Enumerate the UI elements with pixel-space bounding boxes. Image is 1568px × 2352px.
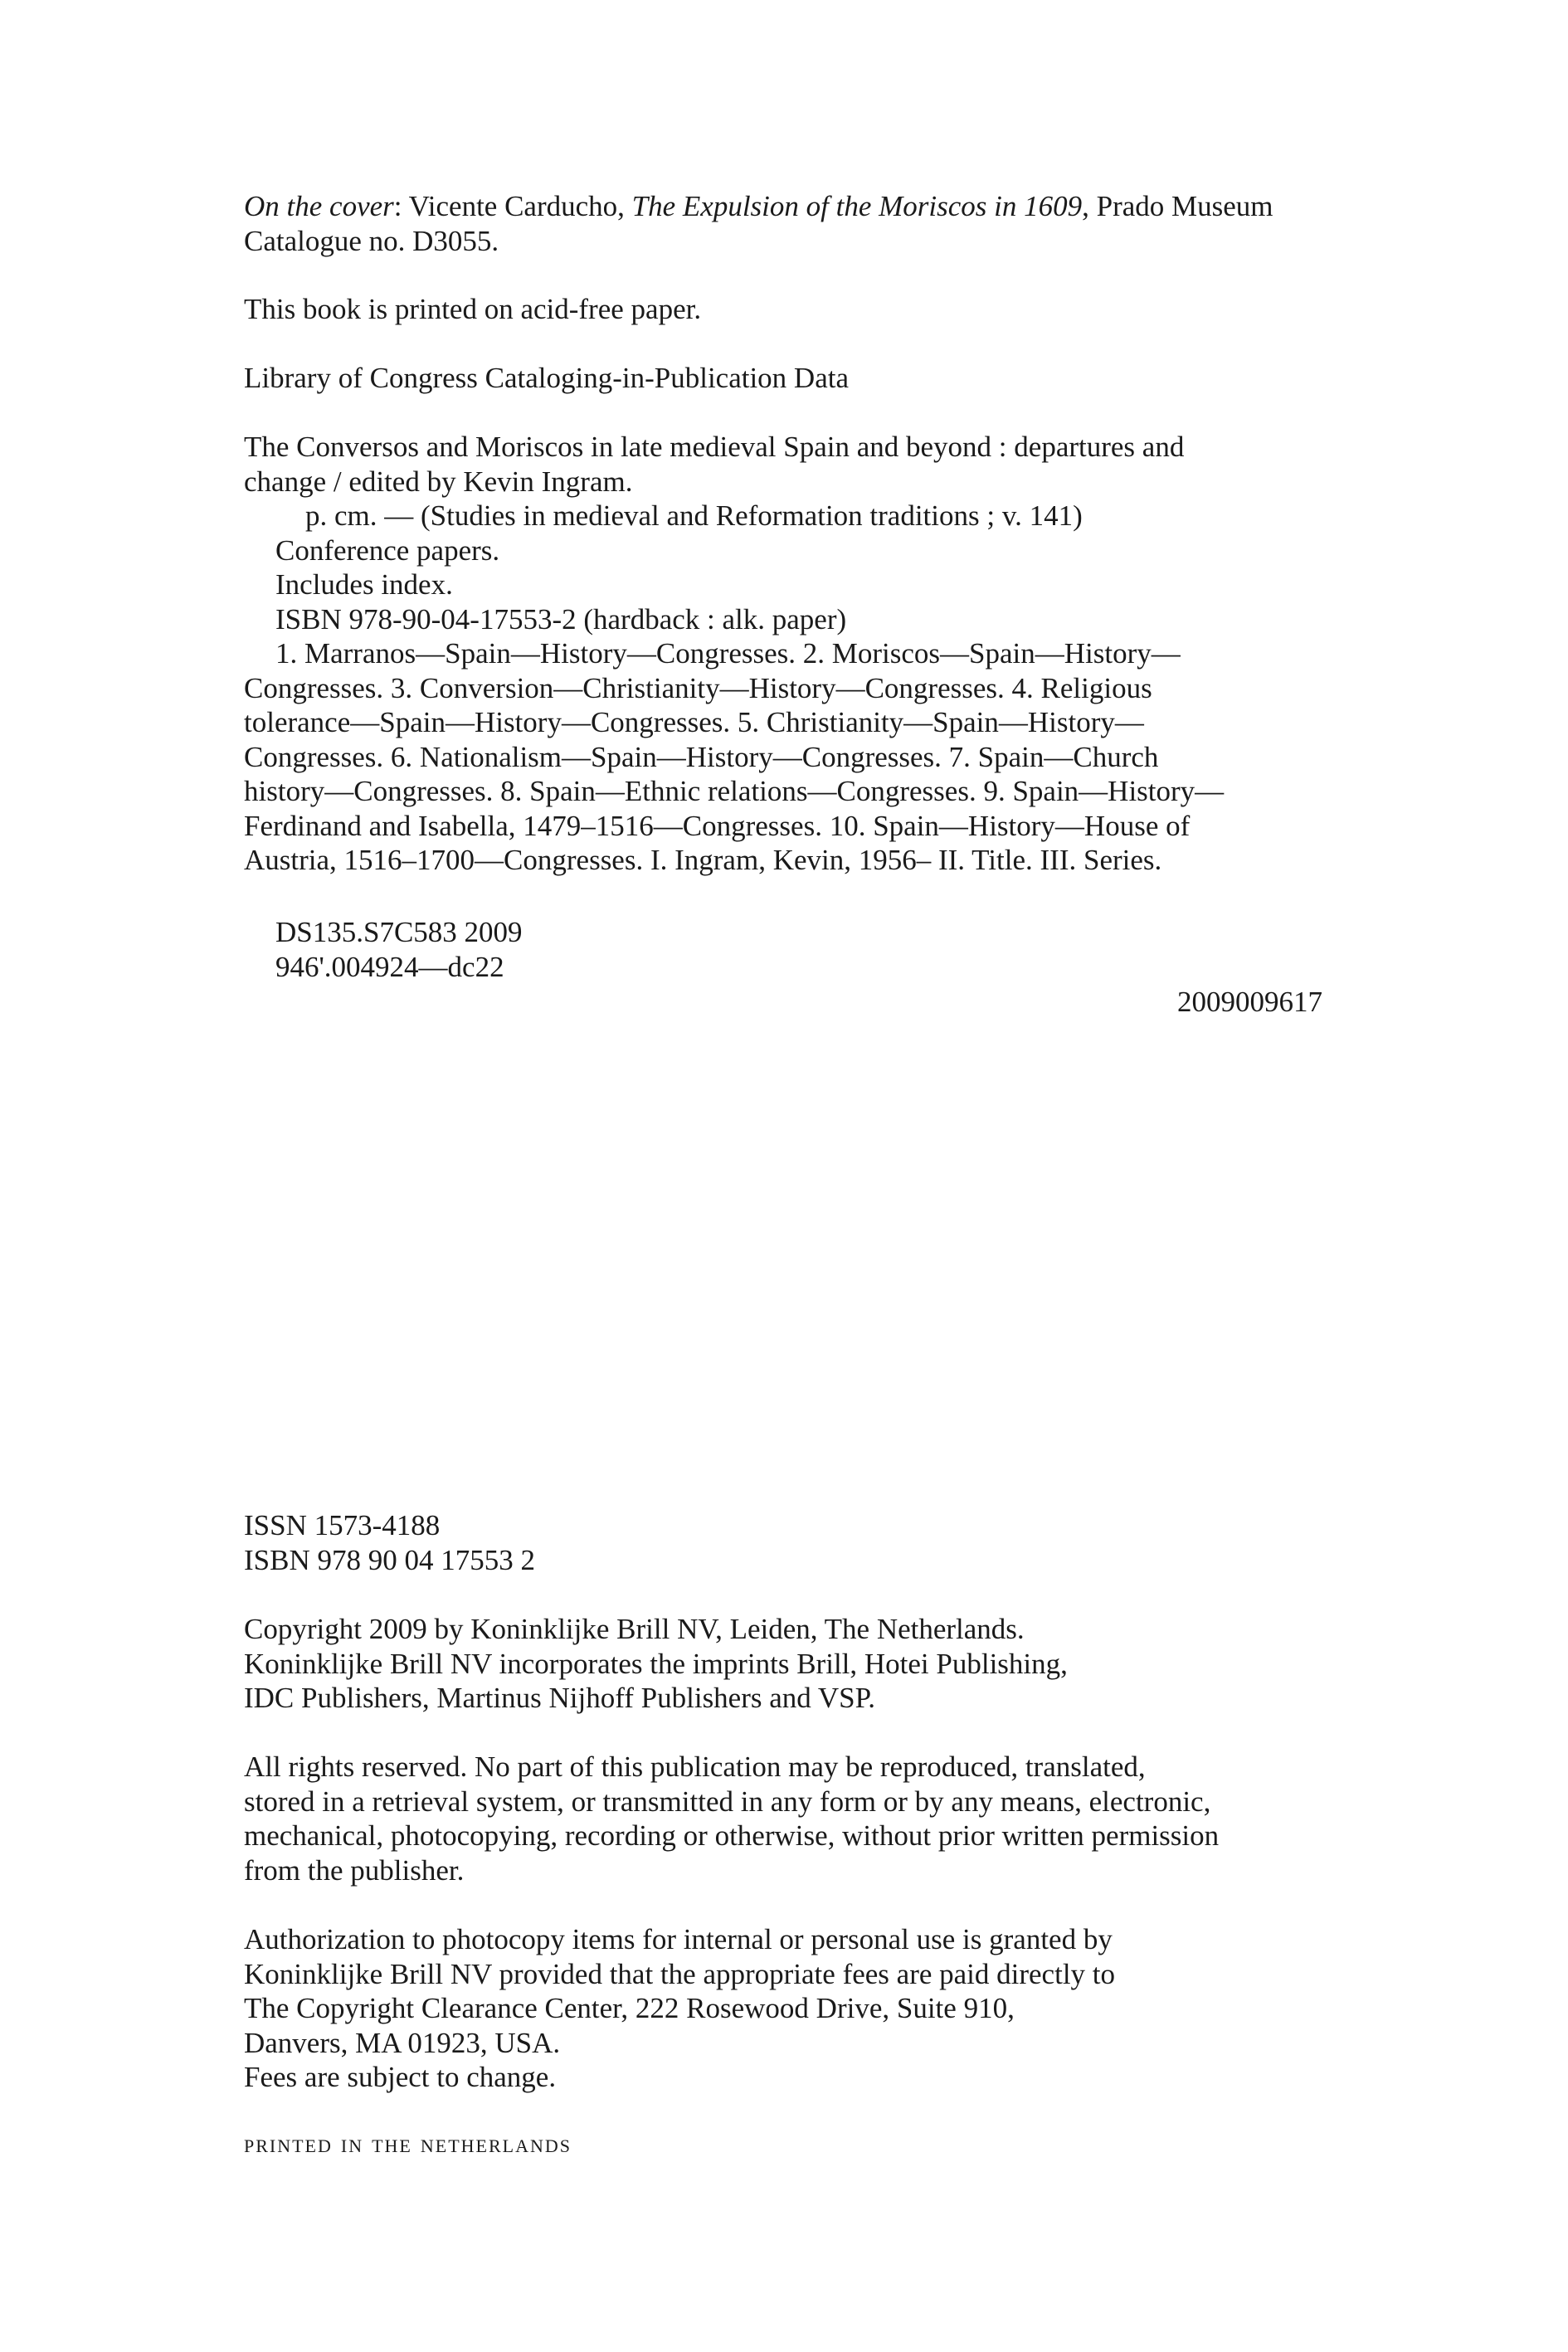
cip-subject-line: Congresses. 6. Nationalism—Spain—History—Congresses. 7. Spain—Church [244, 740, 1159, 773]
cip-subject-line: Congresses. 3. Conversion—Christianity—History—Congresses. 4. Religious [244, 671, 1152, 704]
cip-title-line1: The Conversos and Moriscos in late medieval Spain and beyond : departures and [244, 431, 1185, 463]
printed-in-text: printed in the netherlands [244, 2128, 572, 2158]
rights-line: All rights reserved. No part of this publication may be reproduced, translated, [244, 1751, 1146, 1783]
authorization-line: Danvers, MA 01923, USA. [244, 2026, 561, 2059]
issn-isbn [244, 1508, 1322, 1577]
authorization-line: Koninklijke Brill NV provided that the appropriate fees are paid directly to [244, 1957, 1116, 1990]
cover-credit [244, 189, 1322, 258]
cover-label: On the cover [244, 190, 394, 222]
cip-note-conference: Conference papers. [275, 533, 500, 567]
cip-subject-line: Austria, 1516–1700—Congresses. I. Ingram, Kevin, 1956– II. Title. III. Series. [244, 844, 1162, 876]
cover-work-title: The Expulsion of the Moriscos in 1609 [631, 190, 1083, 222]
copyright-line: Koninklijke Brill NV incorporates the imprints Brill, Hotei Publishing, [244, 1647, 1068, 1680]
acid-free-note [244, 292, 1322, 327]
copyright-line: IDC Publishers, Martinus Nijhoff Publishers and VSP. [244, 1682, 875, 1714]
cover-credit-line1: On the cover: Vicente Carducho, The Expulsion of the Moriscos in 1609, Prado Museum [244, 190, 1273, 222]
lccn: 2009009617 [1177, 986, 1322, 1018]
cip-subject-line: Ferdinand and Isabella, 1479–1516—Congresses. 10. Spain—History—House of [244, 809, 1191, 842]
isbn: ISBN 978 90 04 17553 2 [244, 1543, 535, 1576]
cip-subject-line: 1. Marranos—Spain—History—Congresses. 2. Moriscos—Spain—History— [275, 637, 1181, 670]
cip-note-index: Includes index. [275, 568, 453, 601]
lc-class: DS135.S7C583 2009 [275, 916, 523, 948]
authorization-line: The Copyright Clearance Center, 222 Rosewood Drive, Suite 910, [244, 1992, 1015, 2024]
authorization-notice [244, 1922, 1322, 2095]
rights-notice [244, 1750, 1322, 1887]
printed-in [244, 2126, 1322, 2161]
rights-line: stored in a retrieval system, or transmitted in any form or by any means, electronic, [244, 1785, 1211, 1818]
cip-subject-line: history—Congresses. 8. Spain—Ethnic relations—Congresses. 9. Spain—History— [244, 775, 1225, 807]
cover-artist: Vicente Carducho, [408, 190, 632, 222]
issn: ISSN 1573-4188 [244, 1509, 441, 1541]
cover-catalogue: Catalogue no. D3055. [244, 224, 499, 257]
cip-heading [244, 361, 1322, 396]
copyright-line: Copyright 2009 by Koninklijke Brill NV, Leiden, The Netherlands. [244, 1613, 1025, 1645]
acid-free-text: This book is printed on acid-free paper. [244, 293, 702, 325]
authorization-line: Fees are subject to change. [244, 2061, 557, 2093]
cip-record [244, 430, 1322, 878]
cip-physical: p. cm. — (Studies in medieval and Reformation traditions ; v. 141) [305, 499, 1083, 532]
cip-subject-line: tolerance—Spain—History—Congresses. 5. Christianity—Spain—History— [244, 706, 1144, 738]
cip-classification [244, 915, 1322, 984]
rights-line: from the publisher. [244, 1853, 465, 1887]
cip-isbn: ISBN 978-90-04-17553-2 (hardback : alk. paper) [275, 602, 847, 635]
copyright-notice [244, 1612, 1322, 1716]
dewey-class: 946'.004924—dc22 [275, 950, 504, 983]
cover-museum: , Prado Museum [1082, 190, 1273, 222]
cip-title-line2: change / edited by Kevin Ingram. [244, 465, 633, 498]
rights-line: mechanical, photocopying, recording or otherwise, without prior written permission [244, 1819, 1220, 1852]
authorization-line: Authorization to photocopy items for internal or personal use is granted by [244, 1923, 1113, 1955]
cip-heading-text: Library of Congress Cataloging-in-Publication Data [244, 362, 850, 394]
